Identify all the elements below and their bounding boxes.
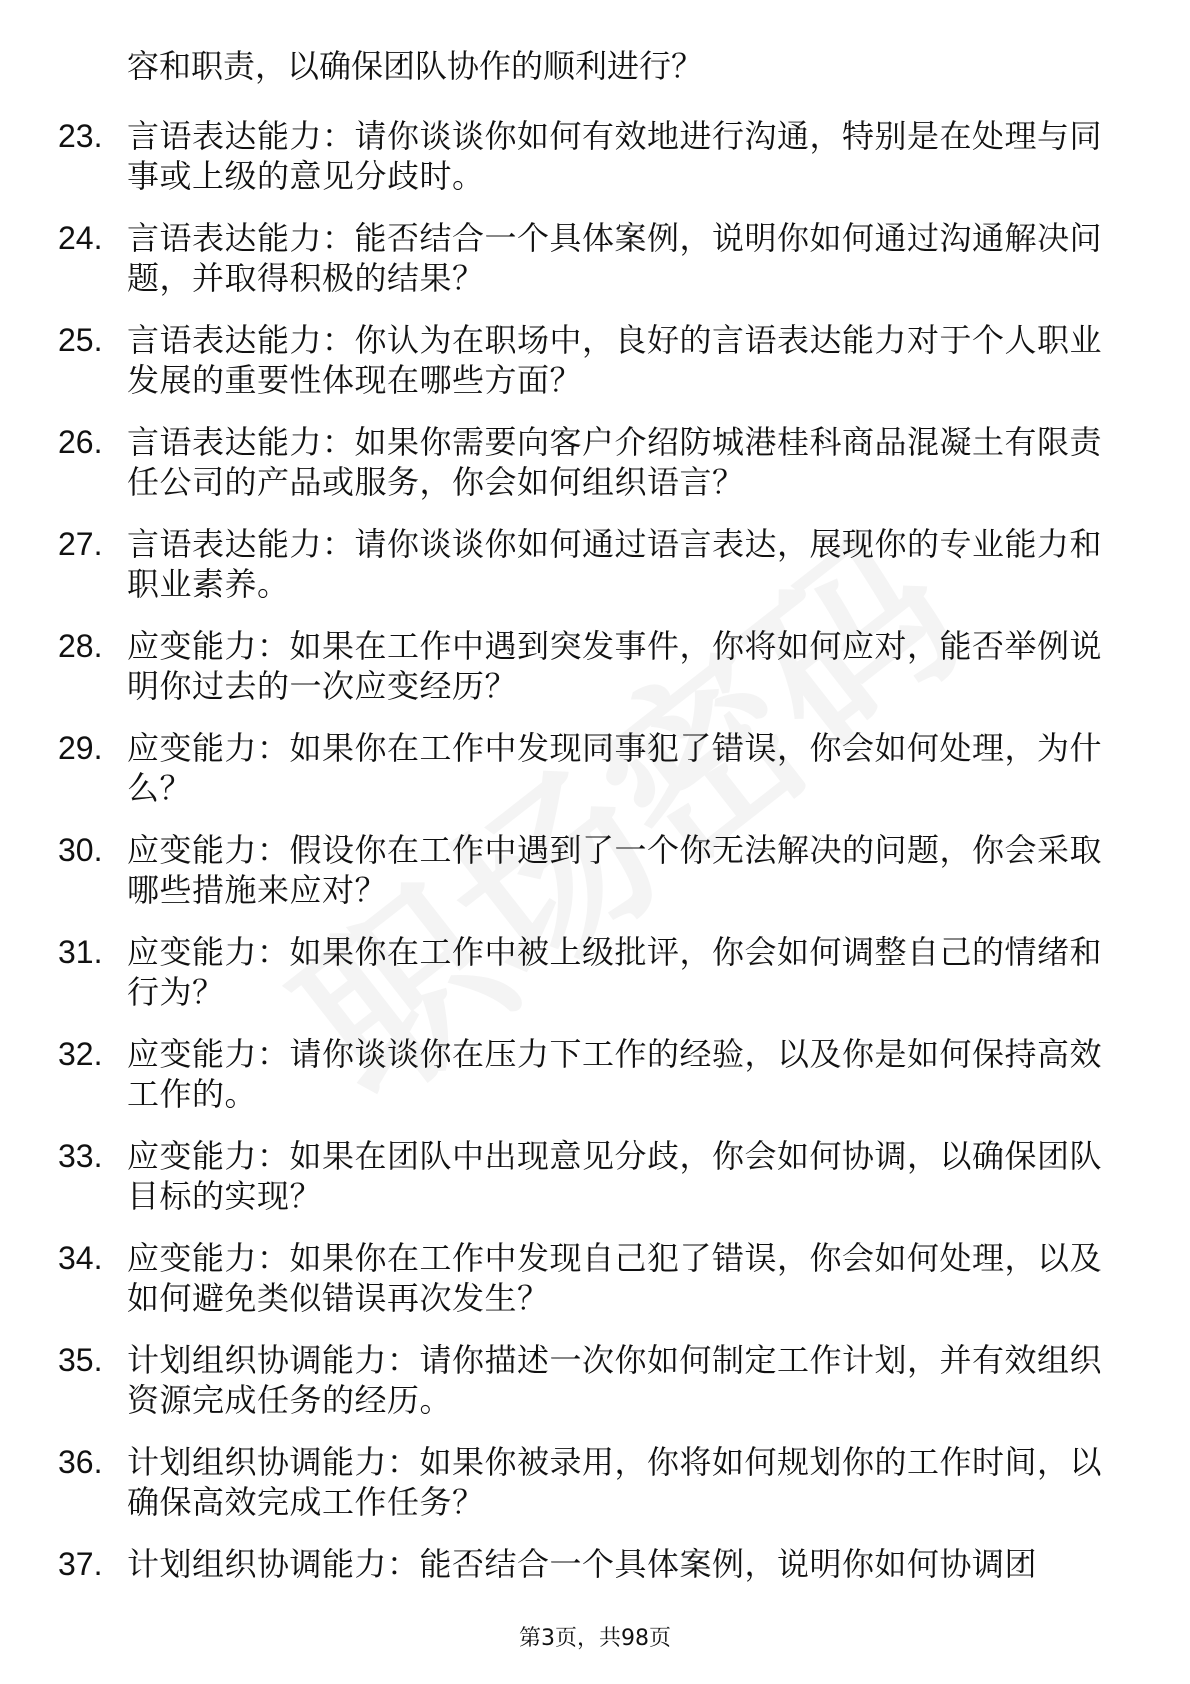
list-item [0, 722, 1190, 824]
list-item [0, 1028, 1190, 1130]
question-text: 应变能力：如果你在工作中发现同事犯了错误，你会如何处理，为什么？ [127, 729, 1103, 807]
question-number: 30. [58, 832, 103, 868]
question-list [0, 110, 1190, 1640]
question-number: 25. [58, 322, 103, 358]
question-text: 应变能力：请你谈谈你在压力下工作的经验，以及你是如何保持高效工作的。 [127, 1035, 1103, 1113]
question-number: 33. [58, 1138, 103, 1174]
list-item [0, 212, 1190, 314]
question-number: 35. [58, 1342, 103, 1378]
question-text: 言语表达能力：请你谈谈你如何通过语言表达，展现你的专业能力和职业素养。 [127, 525, 1103, 603]
question-number: 23. [58, 118, 103, 154]
list-item [0, 1232, 1190, 1334]
question-text: 言语表达能力：能否结合一个具体案例，说明你如何通过沟通解决问题，并取得积极的结果？ [127, 219, 1103, 297]
question-number: 37. [58, 1546, 103, 1582]
question-number: 36. [58, 1444, 103, 1480]
continuation-line: 容和职责，以确保团队协作的顺利进行？ [127, 47, 704, 85]
question-text: 计划组织协调能力：如果你被录用，你将如何规划你的工作时间，以确保高效完成工作任务？ [127, 1443, 1103, 1521]
question-number: 27. [58, 526, 103, 562]
question-number: 31. [58, 934, 103, 970]
question-number: 34. [58, 1240, 103, 1276]
question-number: 29. [58, 730, 103, 766]
list-item [0, 1436, 1190, 1538]
question-number: 28. [58, 628, 103, 664]
list-item [0, 518, 1190, 620]
question-text: 计划组织协调能力：请你描述一次你如何制定工作计划，并有效组织资源完成任务的经历。 [127, 1341, 1103, 1419]
page-footer: 第3页，共98页 [519, 1626, 671, 1651]
question-number: 24. [58, 220, 103, 256]
list-item [0, 1130, 1190, 1232]
question-text: 应变能力：如果你在工作中被上级批评，你会如何调整自己的情绪和行为？ [127, 933, 1103, 1011]
list-item [0, 926, 1190, 1028]
list-item [0, 620, 1190, 722]
list-item [0, 110, 1190, 212]
list-item [0, 314, 1190, 416]
list-item [0, 416, 1190, 518]
question-text: 应变能力：假设你在工作中遇到了一个你无法解决的问题，你会采取哪些措施来应对？ [127, 831, 1103, 909]
question-text: 言语表达能力：你认为在职场中，良好的言语表达能力对于个人职业发展的重要性体现在哪些方面？ [127, 321, 1103, 399]
question-text: 应变能力：如果在工作中遇到突发事件，你将如何应对，能否举例说明你过去的一次应变经历？ [127, 627, 1103, 705]
question-number: 26. [58, 424, 103, 460]
question-text: 言语表达能力：请你谈谈你如何有效地进行沟通，特别是在处理与同事或上级的意见分歧时。 [127, 117, 1103, 195]
list-item [0, 824, 1190, 926]
question-number: 32. [58, 1036, 103, 1072]
question-text: 应变能力：如果你在工作中发现自己犯了错误，你会如何处理，以及如何避免类似错误再次发生？ [127, 1239, 1103, 1317]
list-item [0, 1334, 1190, 1436]
question-text: 计划组织协调能力：能否结合一个具体案例，说明你如何协调团 [127, 1545, 1038, 1583]
question-text: 言语表达能力：如果你需要向客户介绍防城港桂科商品混凝土有限责任公司的产品或服务，你会如何组织语言？ [127, 423, 1103, 501]
question-text: 应变能力：如果在团队中出现意见分歧，你会如何协调，以确保团队目标的实现？ [127, 1137, 1103, 1215]
